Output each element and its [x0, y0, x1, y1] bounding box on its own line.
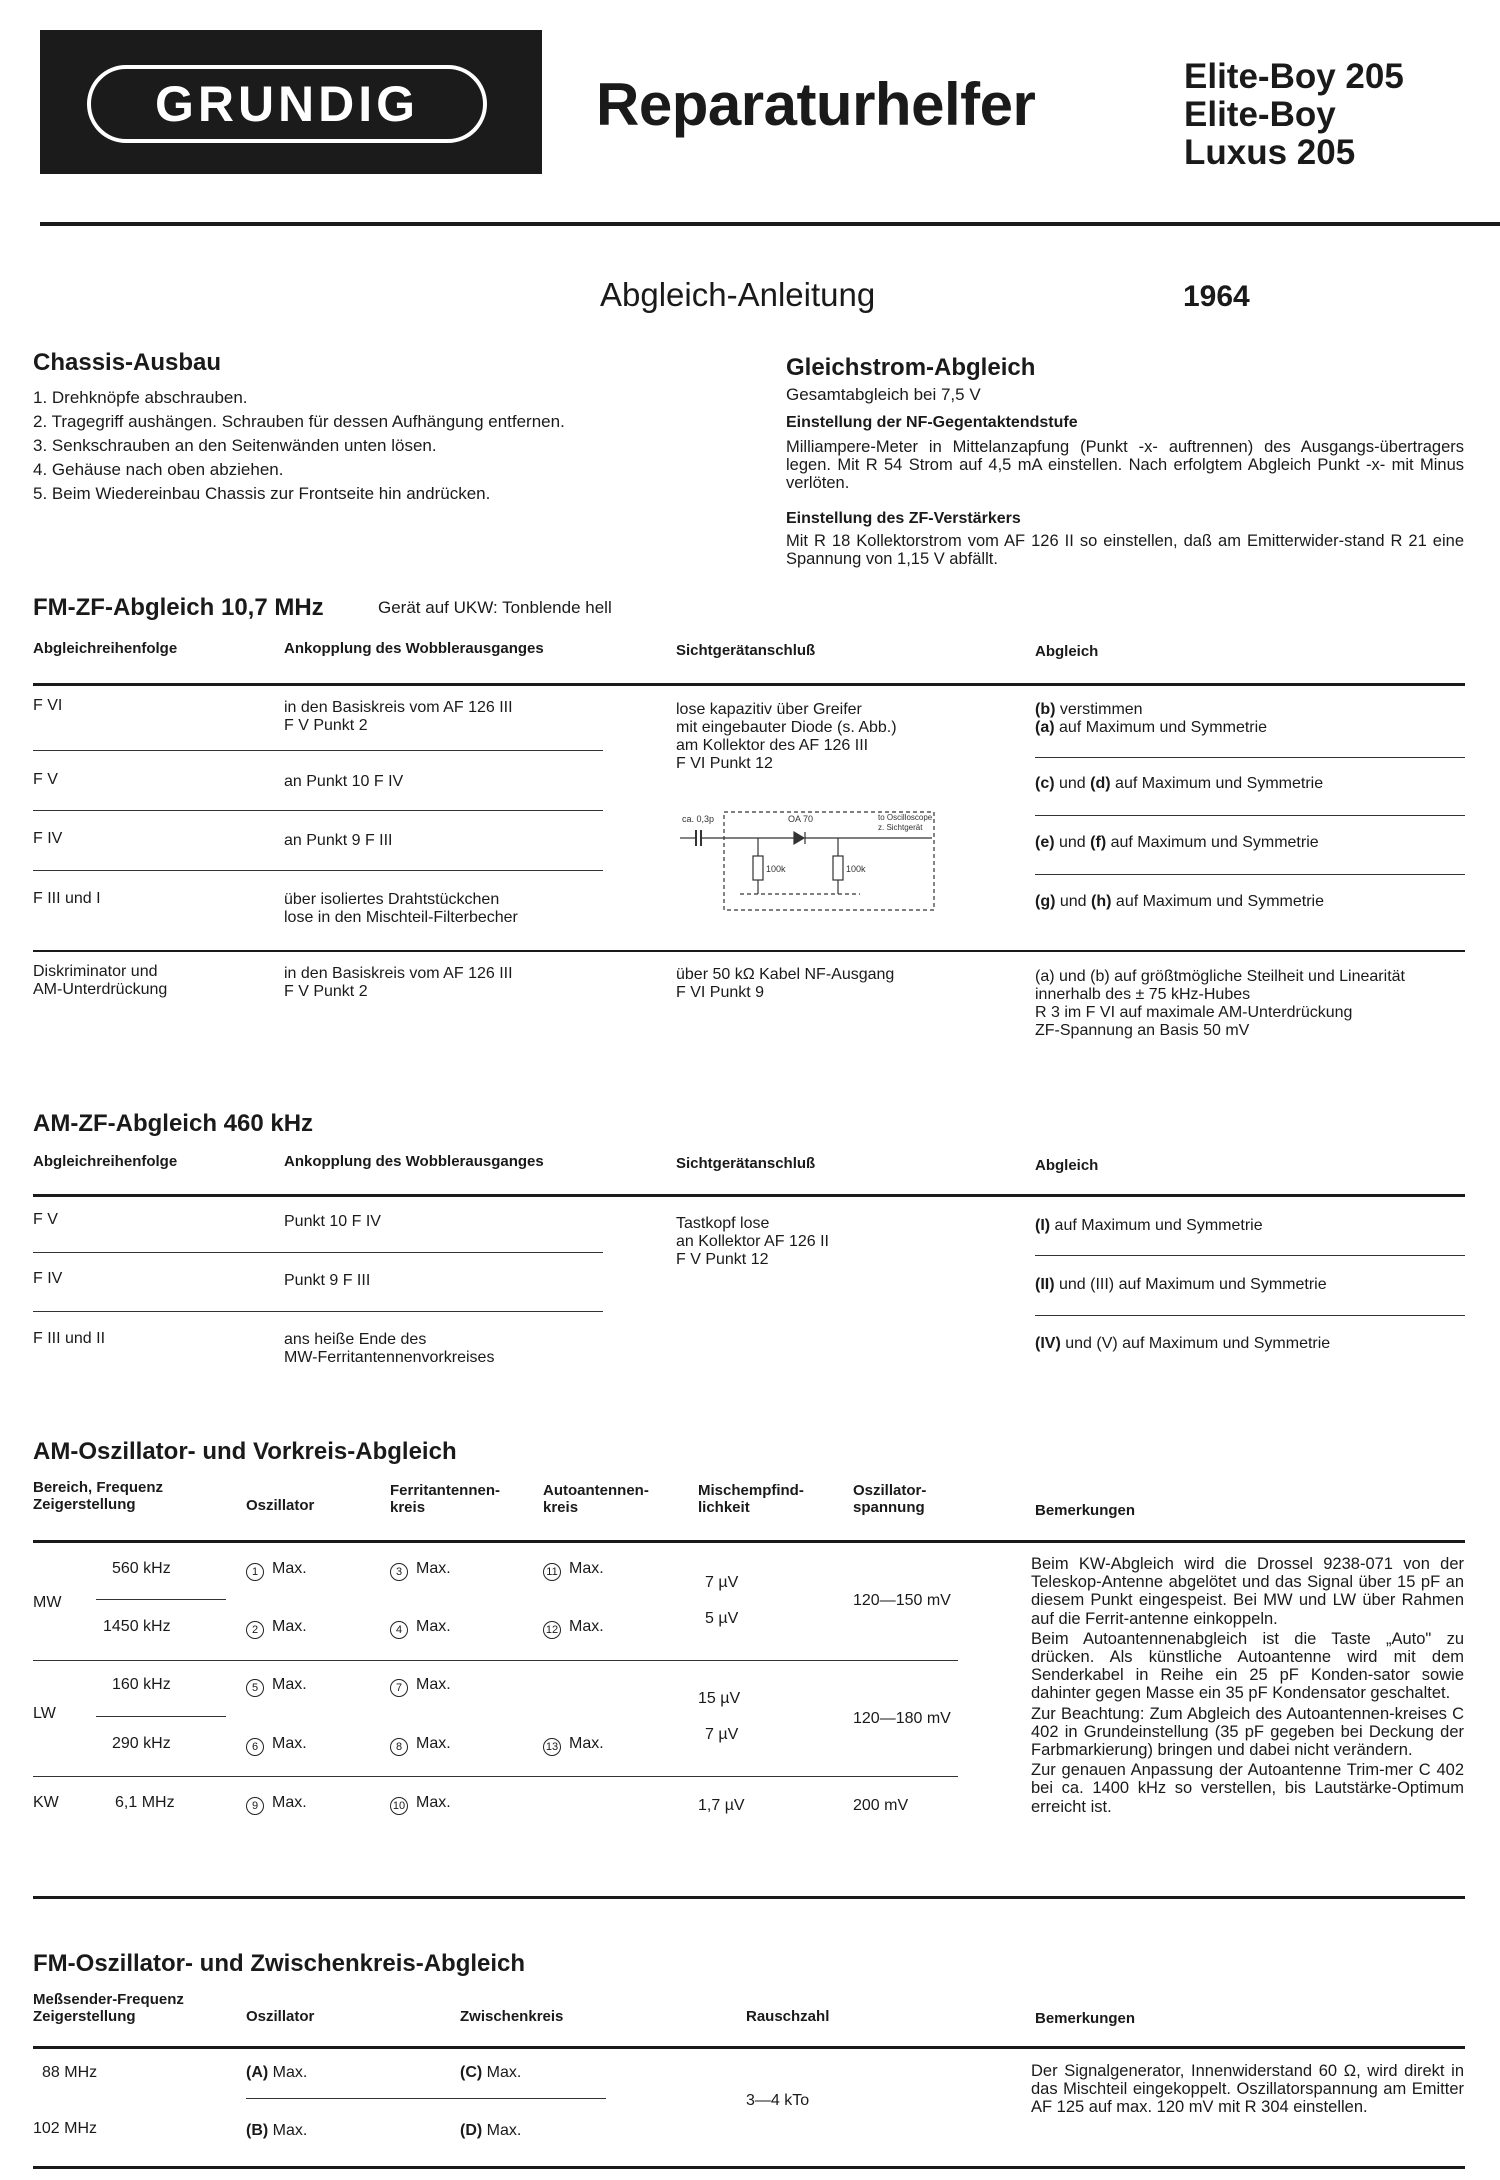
table-cell [390, 1618, 451, 1639]
mark-label: (d) [1090, 775, 1111, 792]
nf-heading: Einstellung der NF-Gegentaktendstufe [786, 414, 1078, 431]
row-divider [33, 1252, 603, 1253]
fmzf-title: FM-ZF-Abgleich 10,7 MHz [33, 594, 324, 621]
cell-text: und (V) auf Maximum und Symmetrie [1060, 1335, 1331, 1352]
row-divider [96, 1716, 226, 1717]
table-cell: F V [33, 771, 58, 788]
mark-label: (b) [1035, 701, 1056, 718]
band-label: MW [33, 1594, 62, 1611]
row-divider [246, 2098, 606, 2099]
table-rule [33, 2046, 1465, 2049]
table-cell: in den Basiskreis vom AF 126 III F V Punkt 2 [284, 965, 513, 1000]
amzf-title: AM-ZF-Abgleich 460 kHz [33, 1110, 314, 1137]
remark-paragraph: Beim KW-Abgleich wird die Drossel 9238-071 von der Teleskop-Antenne abgelötet und das Signal über 15 pF an diesem Punkt eingespeist. Bei MW und LW über Rahmen auf die Ferrit-antenne einkoppeln. [1031, 1555, 1464, 1628]
cell-text: Max. [569, 1735, 604, 1752]
list-item: 5. Beim Wiedereinbau Chassis zur Frontseite hin andrücken. [33, 484, 491, 503]
frequency: 88 MHz [42, 2064, 98, 2081]
mark-label: (g) [1035, 893, 1056, 910]
list-item: 2. Tragegriff aushängen. Schrauben für dessen Aufhängung entfernen. [33, 412, 565, 431]
list-item: 1. Drehknöpfe abschrauben. [33, 388, 248, 407]
mark-label: (e) [1035, 834, 1055, 851]
diode-label: OA 70 [788, 814, 814, 824]
mark-label: (c) [1035, 775, 1055, 792]
table-cell: (a) und (b) auf größtmögliche Steilheit und Linearität innerhalb des ± 75 kHz-Hubes R 3 im F VI auf maximale AM-Unterdrückung ZF-Spannung an Basis 50 mV [1035, 968, 1405, 1039]
cell-text: Max. [268, 2122, 308, 2139]
year-label: 1964 [1183, 280, 1250, 313]
table-cell [246, 2122, 307, 2140]
col-header: Abgleich [1035, 1157, 1099, 1174]
probe-circuit-diagram [660, 808, 960, 918]
table-cell: F VI [33, 697, 63, 714]
noise-figure: 3—4 kTo [746, 2092, 810, 2109]
col-header: Oszillator- spannung [853, 1482, 927, 1516]
col-header: Abgleichreihenfolge [33, 640, 178, 657]
col-header: Zwischenkreis [460, 2008, 564, 2025]
mark-label: (IV) [1035, 1335, 1061, 1352]
zf-text: Mit R 18 Kollektorstrom vom AF 126 II so einstellen, daß am Emitterwider-stand R 21 eine Spannung von 1,15 V abfällt. [786, 532, 1464, 568]
col-header: Rauschzahl [746, 2008, 830, 2025]
row-divider [33, 1660, 958, 1661]
table-cell: F III und II [33, 1330, 106, 1347]
table-cell: 5 µV [705, 1610, 739, 1627]
col-header: Mischempfind- lichkeit [698, 1482, 804, 1516]
cap-label: ca. 0,3p [682, 814, 715, 824]
row-divider [33, 810, 603, 811]
table-cell: Punkt 9 F III [284, 1272, 371, 1289]
trim-number: 12 [543, 1621, 561, 1639]
table-cell: lose kapazitiv über Greifer mit eingebauter Diode (s. Abb.) am Kollektor des AF 126 III F VI Punkt 12 [676, 701, 897, 772]
col-header: Bemerkungen [1035, 2010, 1136, 2027]
section-heading: Abgleich-Anleitung [600, 276, 876, 313]
table-cell: über 50 kΩ Kabel NF-Ausgang F VI Punkt 9 [676, 966, 895, 1001]
cell-text: und [1054, 834, 1091, 851]
col-header: Ankopplung des Wobblerausganges [284, 640, 544, 657]
cell-text: Max. [272, 1794, 307, 1811]
table-cell [246, 1560, 307, 1581]
table-cell: 7 µV [705, 1726, 739, 1743]
table-rule [33, 683, 1465, 686]
cell-text: Max. [272, 1560, 307, 1577]
table-cell [460, 2064, 521, 2082]
frequency: 160 kHz [112, 1676, 171, 1693]
cell-text: und [1054, 775, 1091, 792]
mark-label: (h) [1091, 893, 1112, 910]
table-cell: 200 mV [853, 1797, 909, 1814]
resistor-label: 100k [846, 864, 866, 874]
table-rule [33, 950, 1465, 952]
table-rule [33, 1896, 1465, 1899]
resistor-label: 100k [766, 864, 786, 874]
row-divider [33, 1776, 958, 1777]
row-divider [1035, 1315, 1465, 1316]
table-cell: 7 µV [705, 1574, 739, 1591]
col-header: Autoantennen- kreis [543, 1482, 649, 1516]
table-rule [33, 1540, 1465, 1543]
table-cell [543, 1735, 604, 1756]
frequency: 6,1 MHz [115, 1794, 175, 1811]
table-cell [1035, 1276, 1327, 1294]
table-cell [390, 1676, 451, 1697]
table-cell: 15 µV [698, 1690, 741, 1707]
trim-number: 1 [246, 1563, 264, 1581]
table-cell: 1,7 µV [698, 1797, 745, 1814]
mark-label: (I) [1035, 1217, 1051, 1234]
table-cell: F V [33, 1211, 58, 1228]
mark-label: (II) [1035, 1276, 1055, 1293]
trim-number: 9 [246, 1797, 264, 1815]
table-cell [390, 1794, 451, 1815]
col-header: Meßsender-Frequenz Zeigerstellung [33, 1991, 184, 2025]
frequency: 290 kHz [112, 1735, 171, 1752]
mark-label: (f) [1090, 834, 1107, 851]
col-header: Oszillator [246, 2008, 315, 2025]
table-cell [1035, 1217, 1263, 1235]
row-divider [1035, 757, 1465, 758]
cell-text: und [1055, 893, 1092, 910]
table-cell [543, 1560, 604, 1581]
trim-number: 2 [246, 1621, 264, 1639]
frequency: 560 kHz [112, 1560, 171, 1577]
model-name: Elite-Boy 205 [1184, 57, 1404, 96]
table-cell [1035, 719, 1267, 737]
remark-paragraph: Zur Beachtung: Zum Abgleich des Autoantennen-kreises C 402 in Grundeinstellung (35 pF gegeben bei Deckung der Farbmarkierung) bringen und dabei nicht verändern. [1031, 1704, 1464, 1760]
table-cell [246, 1676, 307, 1697]
header-rule [40, 222, 1500, 226]
mark-label: (D) [460, 2122, 483, 2139]
band-label: LW [33, 1705, 56, 1722]
cell-text: Max. [268, 2064, 308, 2081]
frequency: 102 MHz [33, 2120, 98, 2137]
table-cell: an Punkt 9 F III [284, 832, 393, 849]
fmosc-title: FM-Oszillator- und Zwischenkreis-Abgleich [33, 1950, 526, 1977]
col-header: Bemerkungen [1035, 1502, 1136, 1519]
list-item: 4. Gehäuse nach oben abziehen. [33, 460, 284, 479]
chassis-title: Chassis-Ausbau [33, 349, 222, 376]
model-list [1184, 58, 1404, 172]
col-header: Oszillator [246, 1497, 315, 1514]
cell-text: auf Maximum und Symmetrie [1050, 1217, 1263, 1234]
trim-number: 3 [390, 1563, 408, 1581]
row-divider [1035, 815, 1465, 816]
trim-number: 10 [390, 1797, 408, 1815]
chassis-steps [33, 386, 565, 506]
fmzf-note: Gerät auf UKW: Tonblende hell [378, 598, 612, 617]
cell-text: auf Maximum und Symmetrie [1111, 893, 1324, 910]
cell-text: auf Maximum und Symmetrie [1106, 834, 1319, 851]
row-divider [33, 1311, 603, 1312]
table-cell: Punkt 10 F IV [284, 1213, 381, 1230]
table-cell: F IV [33, 1270, 63, 1287]
table-cell [1035, 834, 1319, 852]
zf-heading: Einstellung des ZF-Verstärkers [786, 510, 1021, 527]
trim-number: 6 [246, 1738, 264, 1756]
table-cell [1035, 775, 1323, 793]
table-cell: 120—150 mV [853, 1592, 951, 1609]
table-cell: 120—180 mV [853, 1710, 951, 1727]
cell-text: Max. [416, 1618, 451, 1635]
gleichstrom-title: Gleichstrom-Abgleich [786, 354, 1036, 381]
col-header: Bereich, Frequenz Zeigerstellung [33, 1479, 164, 1513]
list-item: 3. Senkschrauben an den Seitenwänden unten lösen. [33, 436, 437, 455]
col-header: Sichtgerätanschluß [676, 1155, 816, 1172]
table-cell: F IV [33, 830, 63, 847]
cell-text: auf Maximum und Symmetrie [1054, 719, 1268, 736]
trim-number: 13 [543, 1738, 561, 1756]
amosc-title: AM-Oszillator- und Vorkreis-Abgleich [33, 1438, 457, 1465]
mark-label: (A) [246, 2064, 269, 2081]
table-cell [460, 2122, 521, 2140]
output-label: to Oscilloscope [878, 813, 933, 822]
remarks [1031, 1555, 1464, 1816]
table-rule [33, 2166, 1465, 2169]
cell-text: Max. [416, 1794, 451, 1811]
col-header: Abgleichreihenfolge [33, 1153, 178, 1170]
row-divider [33, 750, 603, 751]
model-name: Luxus 205 [1184, 133, 1356, 172]
grundig-logo: GRUNDIG [87, 65, 487, 143]
output-label: z. Sichtgerät [878, 823, 923, 832]
row-divider [33, 870, 603, 871]
table-cell: Tastkopf lose an Kollektor AF 126 II F V Punkt 12 [676, 1215, 829, 1268]
cell-text: Max. [569, 1618, 604, 1635]
row-divider [1035, 874, 1465, 875]
table-cell [543, 1618, 604, 1639]
cell-text: auf Maximum und Symmetrie [1110, 775, 1324, 792]
cell-text: Max. [272, 1676, 307, 1693]
gleichstrom-sub: Gesamtabgleich bei 7,5 V [786, 385, 981, 404]
trim-number: 5 [246, 1679, 264, 1697]
nf-text: Milliampere-Meter in Mittelanzapfung (Punkt -x- auftrennen) des Ausgangs-übertragers legen. Mit R 54 Strom auf 4,5 mA einstellen. Nach erfolgtem Abgleich Punkt -x- mit Minus verlöten. [786, 438, 1464, 492]
table-cell: Diskriminator und AM-Unterdrückung [33, 963, 168, 998]
table-rule [33, 1194, 1465, 1197]
trim-number: 7 [390, 1679, 408, 1697]
cell-text: und (III) auf Maximum und Symmetrie [1054, 1276, 1327, 1293]
cell-text: Max. [416, 1560, 451, 1577]
col-header: Sichtgerätanschluß [676, 642, 816, 659]
mark-label: (C) [460, 2064, 483, 2081]
table-cell: an Punkt 10 F IV [284, 773, 404, 790]
table-cell: in den Basiskreis vom AF 126 III F V Punkt 2 [284, 699, 513, 734]
frequency: 1450 kHz [103, 1618, 171, 1635]
table-cell [246, 2064, 307, 2082]
table-cell [246, 1794, 307, 1815]
document-title: Reparaturhelfer [596, 71, 1036, 138]
table-cell [390, 1560, 451, 1581]
cell-text: Max. [482, 2122, 522, 2139]
trim-number: 4 [390, 1621, 408, 1639]
mark-label: (a) [1035, 719, 1055, 736]
table-cell [1035, 1335, 1330, 1353]
col-header: Ferritantennen- kreis [390, 1482, 501, 1516]
cell-text: Max. [416, 1735, 451, 1752]
col-header: Abgleich [1035, 643, 1099, 660]
table-cell [1035, 701, 1143, 719]
row-divider [1035, 1255, 1465, 1256]
fm-remarks: Der Signalgenerator, Innenwiderstand 60 Ω, wird direkt in das Mischteil eingekoppelt. Oszillatorspannung am Emitter AF 125 auf max. 120 mV mit R 304 einstellen. [1031, 2062, 1464, 2116]
band-label: KW [33, 1794, 59, 1811]
mark-label: (B) [246, 2122, 269, 2139]
cell-text: Max. [272, 1735, 307, 1752]
table-cell: über isoliertes Drahtstückchen lose in den Mischteil-Filterbecher [284, 891, 518, 926]
table-cell: F III und I [33, 890, 101, 907]
table-cell: ans heiße Ende des MW-Ferritantennenvorkreises [284, 1331, 495, 1366]
col-header: Ankopplung des Wobblerausganges [284, 1153, 544, 1170]
trim-number: 11 [543, 1563, 561, 1581]
row-divider [96, 1599, 226, 1600]
table-cell [390, 1735, 451, 1756]
cell-text: verstimmen [1055, 701, 1143, 718]
cell-text: Max. [416, 1676, 451, 1693]
table-cell [246, 1735, 307, 1756]
table-cell [246, 1618, 307, 1639]
cell-text: Max. [272, 1618, 307, 1635]
model-name: Elite-Boy [1184, 95, 1336, 134]
trim-number: 8 [390, 1738, 408, 1756]
remark-paragraph: Beim Autoantennenabgleich ist die Taste „Auto" zu drücken. Als künstliche Autoantenne wird mit dem Senderkabel in Reihe ein 25 pF Konden-sator sowie dahinter gegen Masse ein 35 pF Kondensator geschaltet. [1031, 1629, 1464, 1703]
cell-text: Max. [482, 2064, 522, 2081]
table-cell [1035, 893, 1324, 911]
cell-text: Max. [569, 1560, 604, 1577]
logo-box [40, 30, 542, 174]
remark-paragraph: Zur genauen Anpassung der Autoantenne Trim-mer C 402 bei ca. 1400 kHz so verstellen, bis Lautstärke-Optimum erreicht ist. [1031, 1761, 1464, 1816]
